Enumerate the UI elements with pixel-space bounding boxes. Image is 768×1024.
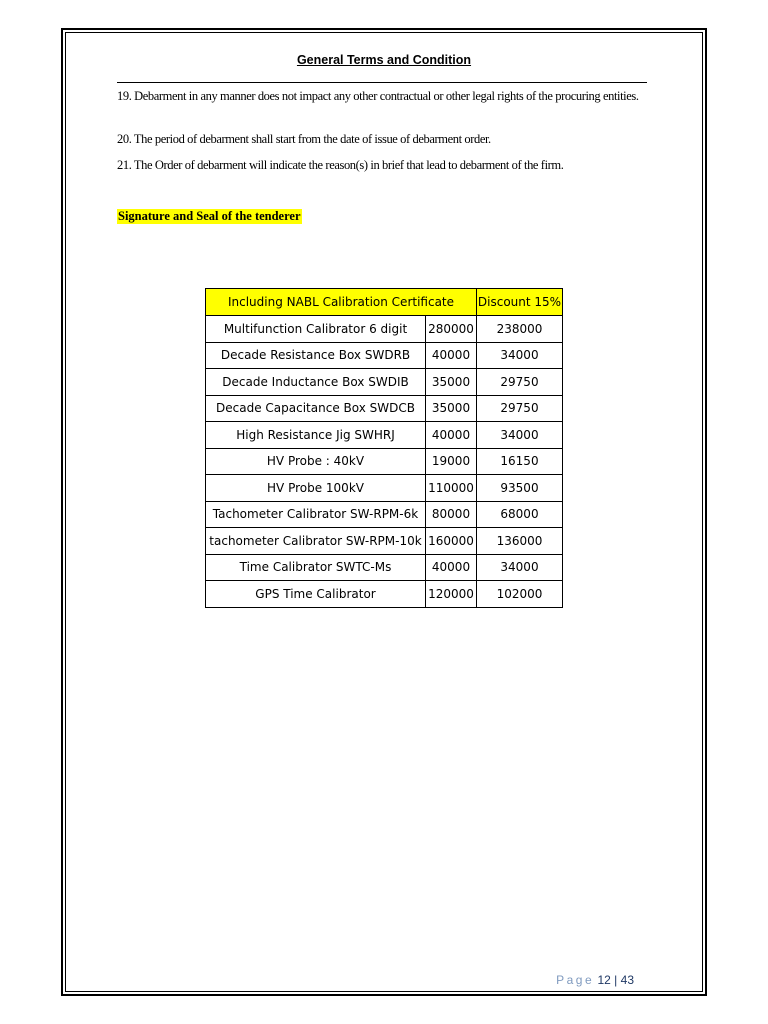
table-row: [206, 581, 563, 608]
price-cell: 160000: [426, 528, 477, 555]
table-row: [206, 395, 563, 422]
item-name-cell: Decade Inductance Box SWDIB: [206, 369, 426, 396]
discounted-price-cell: 68000: [477, 501, 563, 528]
table-row: [206, 528, 563, 555]
price-cell: 35000: [426, 395, 477, 422]
discounted-price-cell: 93500: [477, 475, 563, 502]
item-name-cell: Decade Resistance Box SWDRB: [206, 342, 426, 369]
table-row: [206, 501, 563, 528]
discounted-price-cell: 16150: [477, 448, 563, 475]
item-name-cell: Multifunction Calibrator 6 digit: [206, 316, 426, 343]
price-cell: 19000: [426, 448, 477, 475]
price-cell: 80000: [426, 501, 477, 528]
page-label: Page: [556, 973, 595, 987]
price-table: [205, 288, 563, 608]
price-cell: 110000: [426, 475, 477, 502]
clause-19: 19. Debarment in any manner does not impact any other contractual or other legal rights of the procuring entities.: [117, 89, 639, 103]
table-row: [206, 422, 563, 449]
clause-20: 20. The period of debarment shall start from the date of issue of debarment order.: [117, 132, 491, 146]
item-name-cell: Decade Capacitance Box SWDCB: [206, 395, 426, 422]
discounted-price-cell: 102000: [477, 581, 563, 608]
discounted-price-cell: 34000: [477, 342, 563, 369]
price-cell: 40000: [426, 422, 477, 449]
discounted-price-cell: 238000: [477, 316, 563, 343]
item-name-cell: Time Calibrator SWTC-Ms: [206, 554, 426, 581]
item-name-cell: GPS Time Calibrator: [206, 581, 426, 608]
signature-seal-label: Signature and Seal of the tenderer: [118, 209, 301, 223]
item-name-cell: tachometer Calibrator SW-RPM-10k: [206, 528, 426, 555]
page-separator: |: [614, 973, 618, 987]
price-cell: 40000: [426, 554, 477, 581]
discounted-price-cell: 34000: [477, 554, 563, 581]
table-row: [206, 316, 563, 343]
total-pages: 43: [620, 973, 634, 987]
price-cell: 40000: [426, 342, 477, 369]
table-row: [206, 475, 563, 502]
discounted-price-cell: 136000: [477, 528, 563, 555]
table-header-row: [206, 289, 563, 316]
discounted-price-cell: 29750: [477, 369, 563, 396]
item-name-cell: High Resistance Jig SWHRJ: [206, 422, 426, 449]
page-title: General Terms and Condition: [296, 53, 472, 67]
table-row: [206, 342, 563, 369]
price-cell: 120000: [426, 581, 477, 608]
page-number: 12: [597, 973, 611, 987]
item-name-cell: HV Probe 100kV: [206, 475, 426, 502]
price-cell: 280000: [426, 316, 477, 343]
discounted-price-cell: 34000: [477, 422, 563, 449]
discounted-price-cell: 29750: [477, 395, 563, 422]
header-discount-cell: Discount 15%: [477, 289, 563, 316]
header-item-cell: Including NABL Calibration Certificate: [206, 289, 477, 316]
clause-21: 21. The Order of debarment will indicate the reason(s) in brief that lead to debarment of the firm.: [117, 158, 564, 172]
table-row: [206, 554, 563, 581]
item-name-cell: HV Probe : 40kV: [206, 448, 426, 475]
header-divider: [117, 82, 647, 83]
table-row: [206, 448, 563, 475]
price-cell: 35000: [426, 369, 477, 396]
item-name-cell: Tachometer Calibrator SW-RPM-6k: [206, 501, 426, 528]
page-footer: [556, 973, 634, 987]
table-row: [206, 369, 563, 396]
